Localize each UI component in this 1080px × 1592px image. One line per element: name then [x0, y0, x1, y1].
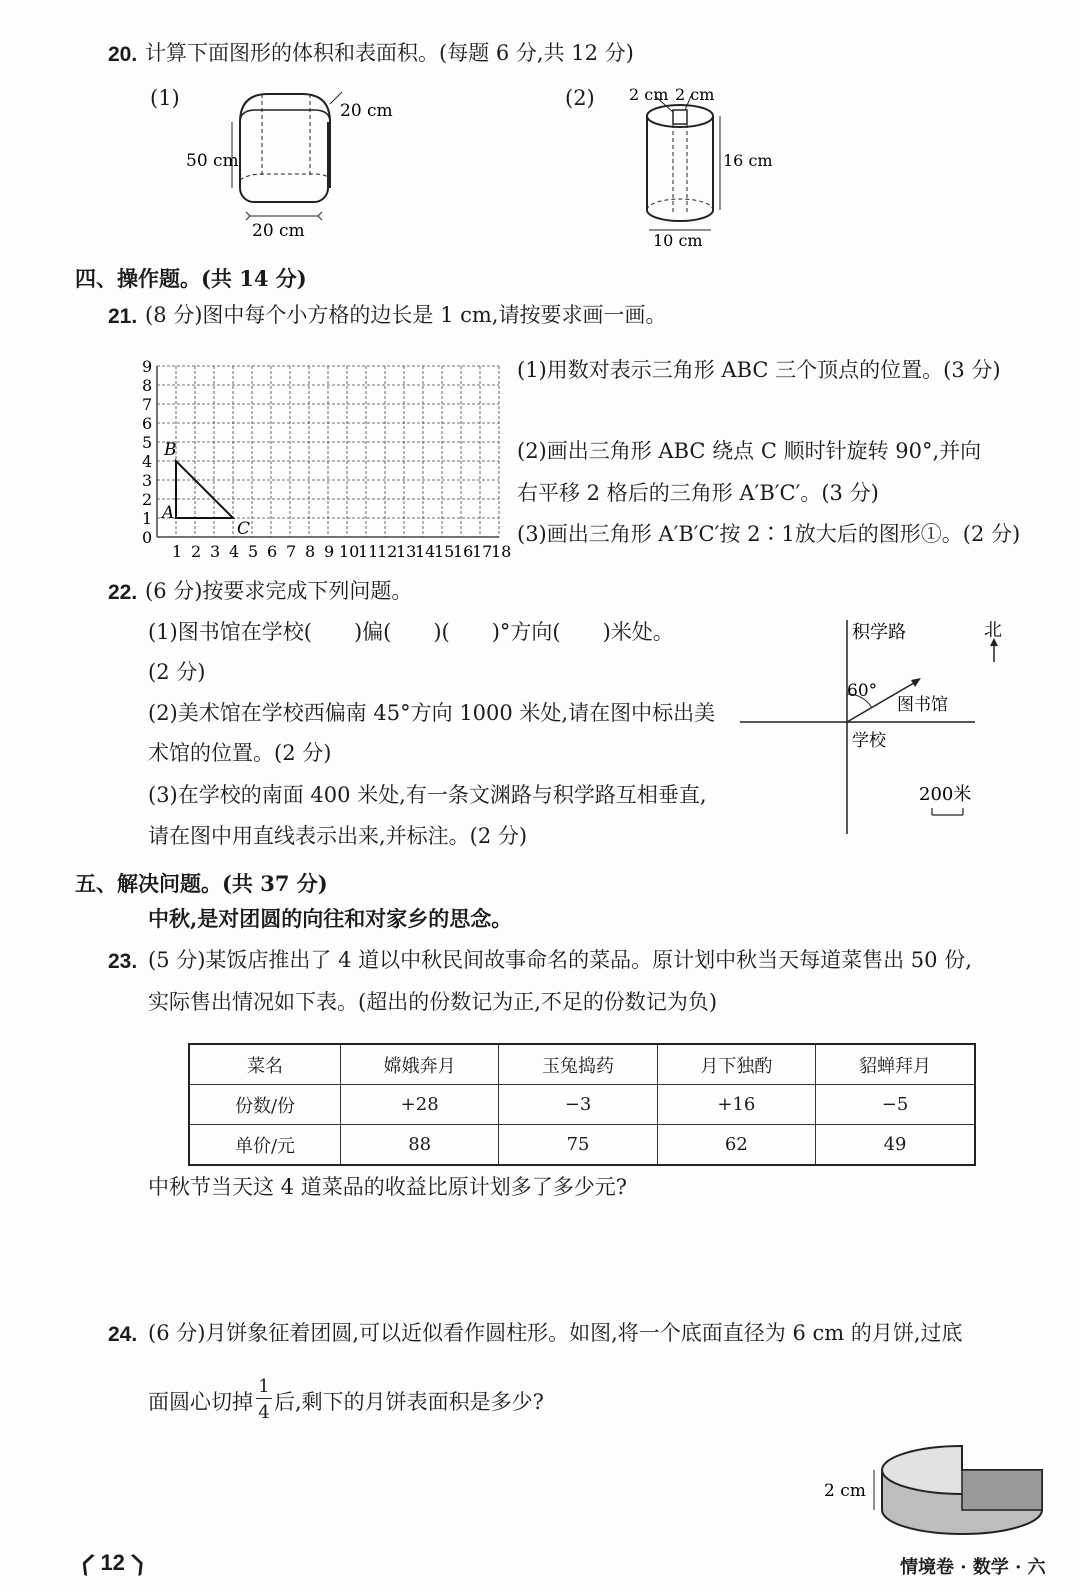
q21-part2-line2: 右平移 2 格后的三角形 A′B′C′。(3 分) [517, 481, 879, 505]
q24-dim-height: 2 cm [824, 1481, 866, 1501]
grid-y-tick: 7 [142, 395, 153, 414]
q21-grid [140, 345, 515, 563]
vertex-label-b: B [164, 440, 177, 460]
q22-part3-line2: 请在图中用直线表示出来,并标注。(2 分) [148, 824, 528, 848]
q20-fig2-dim-right: 2 cm [675, 85, 715, 104]
table-cell: −3 [499, 1085, 657, 1125]
q24-line1: (6 分)月饼象征着团圆,可以近似看作圆柱形。如图,将一个底面直径为 6 cm 的月饼,过底 [148, 1321, 963, 1345]
intro-text: 中秋,是对团圆的向往和对家乡的思念。 [148, 906, 513, 931]
grid-x-tick: 9 [324, 542, 335, 561]
q21-part2-line1: (2)画出三角形 ABC 绕点 C 顺时针旋转 90°,并向 [517, 439, 982, 463]
table-cell: 份数/份 [189, 1085, 341, 1125]
grid-x-tick: 2 [191, 542, 202, 561]
q22-part2-line2: 术馆的位置。(2 分) [148, 741, 332, 765]
q24-line2-post: 后,剩下的月饼表面积是多少? [274, 1390, 544, 1414]
grid-y-tick: 8 [142, 376, 153, 395]
grid-x-tick: 12 [377, 542, 398, 561]
grid-x-tick: 16 [453, 542, 474, 561]
grid-y-tick: 5 [142, 433, 153, 452]
q22-map-angle: 60° [847, 681, 878, 701]
q22-text: (6 分)按要求完成下列问题。 [145, 579, 413, 603]
grid-y-tick: 6 [142, 414, 153, 433]
q20-fig1-dim-side: 20 cm [340, 101, 393, 121]
grid-x-tick: 6 [267, 542, 278, 561]
q24-mooncake-diagram [820, 1428, 1060, 1538]
table-cell: 62 [657, 1125, 815, 1166]
table-cell: 单价/元 [189, 1125, 341, 1166]
grid-y-tick: 2 [142, 490, 153, 509]
q20-fig2-diagram [625, 80, 795, 248]
table-cell: −5 [816, 1085, 975, 1125]
table-row [189, 1125, 975, 1166]
q23-line2: 实际售出情况如下表。(超出的份数记为正,不足的份数记为负) [148, 990, 718, 1014]
q22-map [735, 612, 1055, 842]
table-cell: +16 [657, 1085, 815, 1125]
grid-y-tick: 4 [142, 452, 153, 471]
grid-x-tick: 5 [248, 542, 259, 561]
grid-y-tick: 9 [142, 357, 153, 376]
triangle-abc [176, 461, 233, 518]
table-cell: 玉兔捣药 [499, 1044, 657, 1085]
vertex-label-a: A [162, 503, 175, 523]
section5-title: 五、解决问题。(共 37 分) [75, 871, 328, 896]
q23-question: 中秋节当天这 4 道菜品的收益比原计划多了多少元? [148, 1175, 627, 1199]
leaf-left-icon: ❬ [74, 1548, 101, 1578]
grid-x-tick: 13 [396, 542, 417, 561]
q21-number: 21. [108, 305, 138, 328]
grid-x-tick: 1 [172, 542, 183, 561]
table-cell: 月下独酌 [657, 1044, 815, 1085]
q22-map-north: 北 [984, 620, 1002, 641]
q22-part3-line1: (3)在学校的南面 400 米处,有一条文渊路与积学路互相垂直, [148, 783, 707, 807]
q24-number: 24. [108, 1323, 138, 1346]
q22-map-library: 图书馆 [897, 695, 948, 715]
q22-part1: (1)图书馆在学校( )偏( )( )°方向( )米处。 [148, 620, 674, 644]
q24-line2-pre: 面圆心切掉 [148, 1390, 253, 1414]
q24-fraction-numerator: 1 [258, 1376, 270, 1397]
q20-fig2-dim-bottom: 10 cm [653, 231, 703, 248]
table-cell: 88 [341, 1125, 499, 1166]
q20-fig2-label: (2) [565, 86, 595, 110]
q20-fig1-dim-height: 50 cm [186, 151, 239, 171]
grid-x-tick: 17 [472, 542, 493, 561]
footer-series: 情境卷 · 数学 · 六 [900, 1557, 1046, 1578]
table-cell: +28 [341, 1085, 499, 1125]
grid-y-tick: 1 [142, 509, 153, 528]
table-cell: 75 [499, 1125, 657, 1166]
grid-x-tick: 3 [210, 542, 221, 561]
q20-fig1-dim-bottom: 20 cm [252, 221, 305, 241]
grid-x-tick: 11 [358, 542, 379, 561]
q21-part1: (1)用数对表示三角形 ABC 三个顶点的位置。(3 分) [517, 358, 1001, 382]
q20-fig1-label: (1) [150, 86, 180, 110]
q22-number: 22. [108, 581, 138, 604]
table-cell: 嫦娥奔月 [341, 1044, 499, 1085]
q22-part2-line1: (2)美术馆在学校西偏南 45°方向 1000 米处,请在图中标出美 [148, 701, 716, 725]
table-cell: 貂蝉拜月 [816, 1044, 975, 1085]
q20-fig2-dim-height: 16 cm [723, 151, 773, 170]
q22-map-scale: 200米 [919, 784, 972, 805]
page-number: 12 [100, 1550, 125, 1575]
grid-x-tick: 14 [415, 542, 436, 561]
grid-x-tick: 4 [229, 542, 240, 561]
table-row [189, 1085, 975, 1125]
q23-line1: (5 分)某饭店推出了 4 道以中秋民间故事命名的菜品。原计划中秋当天每道菜售出 50 份, [148, 948, 972, 972]
q22-part1-score: (2 分) [148, 660, 206, 684]
q20-fig1-diagram [180, 80, 420, 245]
q24-fraction-denominator: 4 [258, 1402, 270, 1423]
q22-map-school: 学校 [852, 731, 886, 751]
table-cell: 菜名 [189, 1044, 341, 1085]
grid-x-tick: 15 [434, 542, 455, 561]
grid-x-tick: 8 [305, 542, 316, 561]
q20-fig2-dim-left: 2 cm [629, 85, 669, 104]
q22-map-road: 积学路 [852, 622, 906, 643]
q23-table [188, 1043, 976, 1166]
q24-fraction-bar [256, 1398, 272, 1399]
grid-y-tick: 3 [142, 471, 153, 490]
grid-y-tick: 0 [142, 528, 153, 547]
q21-text: (8 分)图中每个小方格的边长是 1 cm,请按要求画一画。 [145, 303, 667, 327]
leaf-right-icon: ❭ [125, 1548, 152, 1578]
grid-x-tick: 10 [339, 542, 360, 561]
table-cell: 49 [816, 1125, 975, 1166]
grid-x-tick: 18 [491, 542, 512, 561]
vertex-label-c: C [237, 519, 251, 539]
q23-number: 23. [108, 950, 138, 973]
page-number-badge [74, 1548, 152, 1578]
table-row [189, 1044, 975, 1085]
q20-number: 20. [108, 43, 138, 66]
q21-part3: (3)画出三角形 A′B′C′按 2∶1放大后的图形①。(2 分) [517, 522, 1021, 546]
section4-title: 四、操作题。(共 14 分) [75, 266, 307, 291]
q20-text: 计算下面图形的体积和表面积。(每题 6 分,共 12 分) [145, 41, 634, 65]
grid-x-tick: 7 [286, 542, 297, 561]
